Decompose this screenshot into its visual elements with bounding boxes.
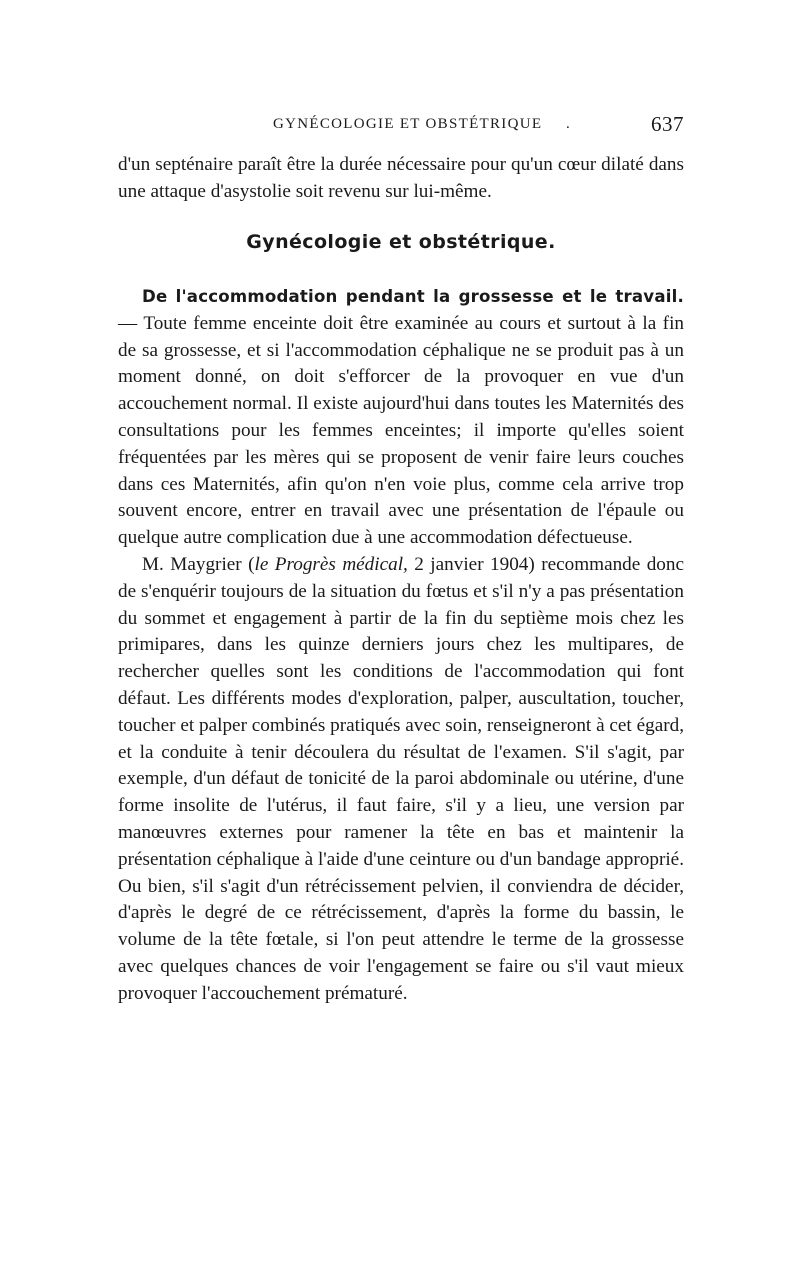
article-body [118,284,684,1008]
running-header [118,112,684,140]
running-title: GYNÉCOLOGIE ET OBSTÉTRIQUE [273,116,543,132]
heading-dash: — [118,312,144,334]
running-header-dot: . [566,116,572,132]
paragraph-1-text: Toute femme enceinte doit être examinée au cours et surtout à la fin de sa grossesse, et si l'accommodation céphalique ne se produit pas à un moment donné, on doit s'efforcer de la provoquer en vue d'un accouchement normal. Il existe aujourd'hui dans toutes les Maternités des consultations pour les femmes enceintes; il importe qu'elles soient fréquentées par les mères qui se proposent de venir faire leurs couches dans ces Maternités, afin qu'on n'en voie plus, comme cela arrive trop souvent encore, entrer en travail avec une présentation de l'épaule ou quelque autre complication due à une accommodation défectueuse. [118,312,684,549]
journal-citation: le Progrès médical, [254,553,408,575]
intro-text: d'un septénaire paraît être la durée nécessaire pour qu'un cœur dilaté dans une attaque d'asystolie soit revenu sur lui-même. [118,154,684,202]
article-heading: De l'accommodation pendant la grossesse et le travail. [142,287,684,306]
paragraph-2-text: 2 janvier 1904) recommande donc de s'enquérir toujours de la situation du fœtus et s'il n'y a pas présentation du sommet et engagement à partir de la fin du septième mois chez les primipares, dans les quinze derniers jours chez les multipares, de rechercher quelles sont les conditions de l'accommodation qui font défaut. Les différents modes d'exploration, palper, auscultation, toucher, toucher et palper combinés pratiqués avec soin, renseigneront à cet égard, et la conduite à tenir découlera du résultat de l'examen. S'il s'agit, par exemple, d'un défaut de tonicité de la paroi abdominale ou utérine, d'une forme insolite de l'utérus, il faut faire, s'il y a lieu, une version par manœuvres externes pour ramener la tête en bas et maintenir la présentation céphalique à l'aide d'une ceinture ou d'un bandage approprié. Ou bien, s'il s'agit d'un rétrécissement pelvien, il conviendra de décider, d'après le degré de ce rétrécissement, d'après la forme du bassin, le volume de la tête fœtale, si l'on peut attendre le terme de la grossesse avec quelques chances de voir l'engagement se faire ou s'il vaut mieux provoquer l'accouchement prématuré. [118,553,685,1004]
page-number: 637 [651,112,684,136]
article-paragraph-2 [118,552,684,1008]
paragraph-2-author: M. Maygrier ( [142,553,255,575]
intro-paragraph [118,152,684,206]
section-title: Gynécologie et obstétrique. [246,231,556,253]
article-paragraph-1 [118,284,684,552]
